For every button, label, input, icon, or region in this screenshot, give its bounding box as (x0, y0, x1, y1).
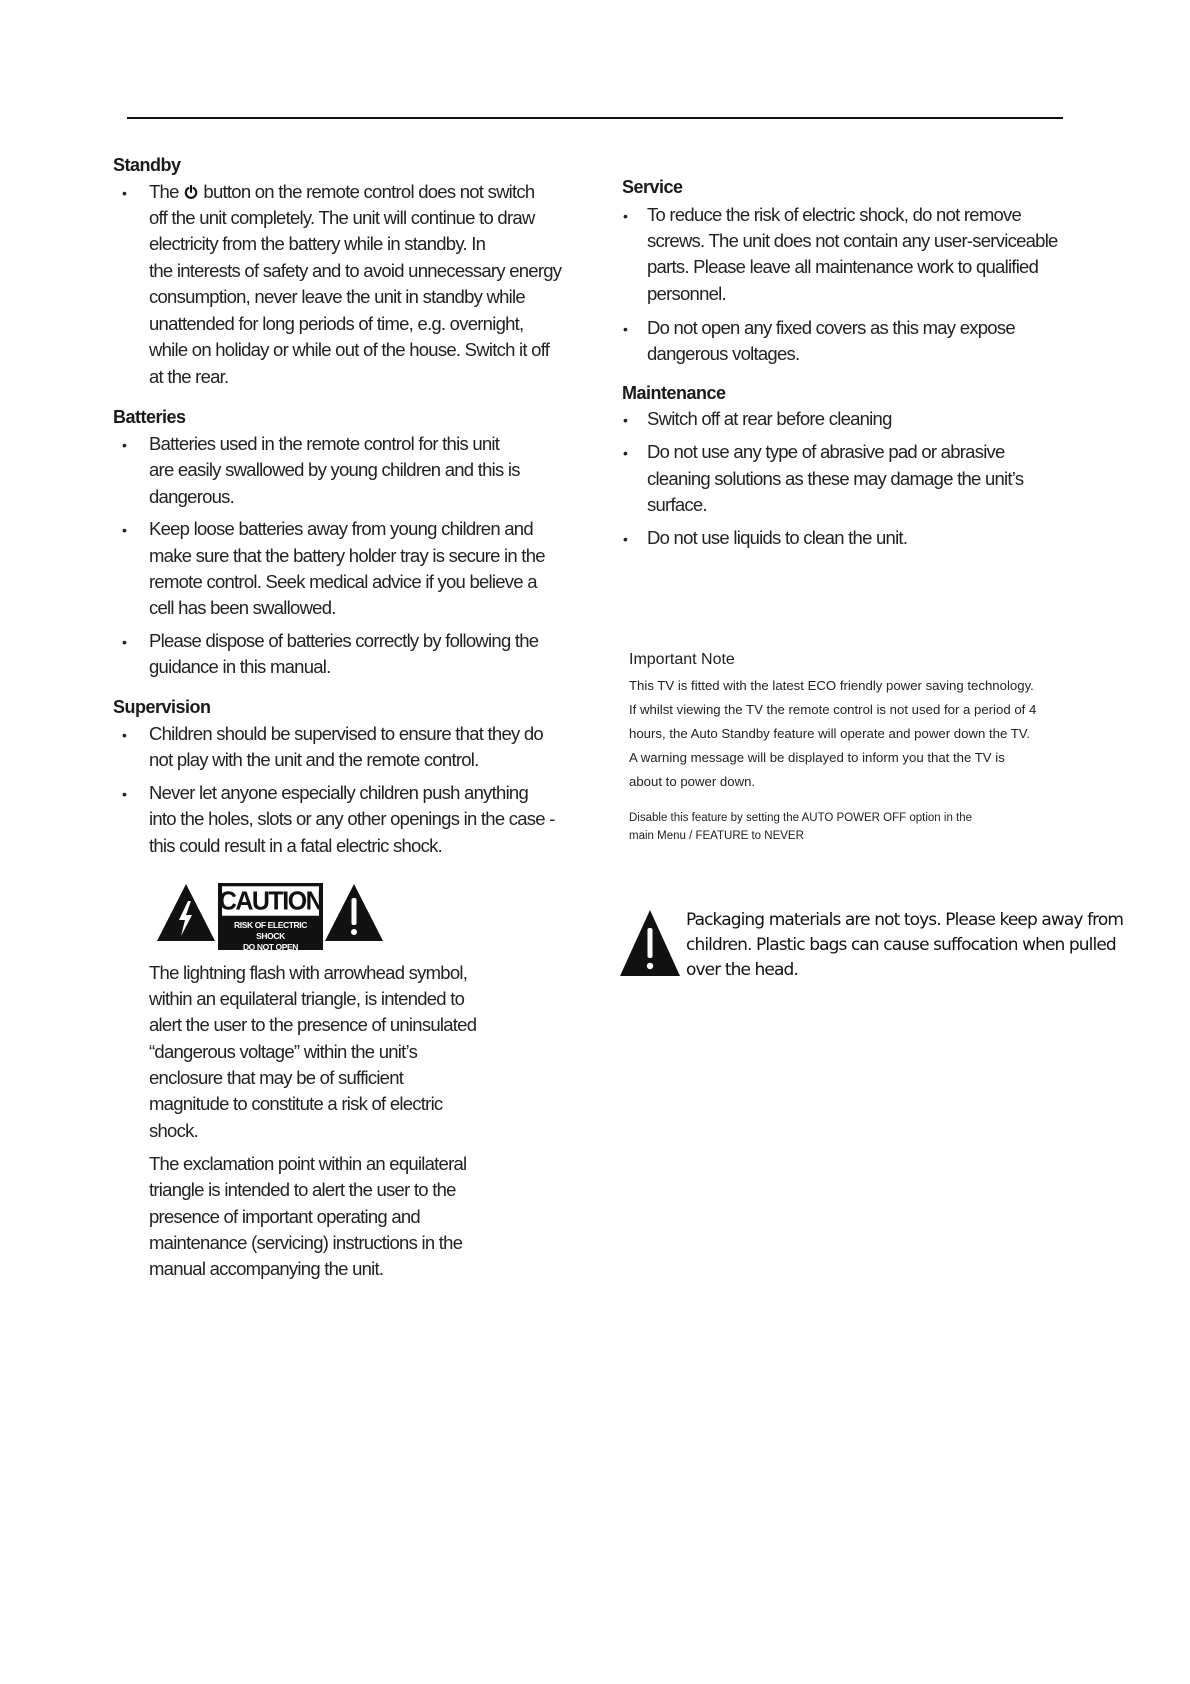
body-line: Switch off at rear before cleaning (647, 408, 892, 429)
body-line: are easily swallowed by young children and this is (149, 459, 520, 480)
disable-feature-line: Disable this feature by setting the AUTO POWER OFF option in the (629, 812, 973, 824)
body-line: alert the user to the presence of uninsulated (149, 1014, 477, 1035)
section-heading-batteries: Batteries (113, 407, 186, 427)
body-line: screws. The unit does not contain any user-serviceable (647, 230, 1058, 251)
bullet: • (623, 321, 628, 337)
body-line: at the rear. (149, 366, 229, 387)
body-line: presence of important operating and (149, 1206, 420, 1227)
caution-line-2: DO NOT OPEN (242, 942, 299, 952)
body-line: electricity from the battery while in standby. In (149, 233, 486, 254)
body-line: manual accompanying the unit. (149, 1258, 384, 1279)
bullet: • (623, 531, 628, 547)
body-line: To reduce the risk of electric shock, do not remove (647, 204, 1022, 225)
body-line: dangerous. (149, 486, 235, 507)
body-line: off the unit completely. The unit will continue to draw (149, 207, 535, 228)
body-line: Keep loose batteries away from young children and (149, 518, 533, 539)
text-fragment: button on the remote control does not switch (203, 181, 535, 202)
packaging-warning-line: children. Plastic bags can cause suffocation when pulled (686, 935, 1116, 955)
body-line: cleaning solutions as these may damage the unit’s (647, 468, 1024, 489)
body-line: enclosure that may be of sufficient (149, 1067, 404, 1088)
body-line: shock. (149, 1120, 198, 1141)
caution-subtitle (220, 915, 321, 953)
body-line: parts. Please leave all maintenance work to qualified (647, 256, 1039, 277)
bullet: • (122, 634, 127, 650)
packaging-warning-line: over the head. (686, 960, 798, 980)
body-line: Do not open any fixed covers as this may expose (647, 317, 1015, 338)
body-line: make sure that the battery holder tray is secure in the (149, 545, 545, 566)
body-line: this could result in a fatal electric shock. (149, 835, 442, 856)
bullet: • (623, 412, 628, 428)
body-line: Do not use any type of abrasive pad or abrasive (647, 441, 1005, 462)
body-line: magnitude to constitute a risk of electric (149, 1093, 443, 1114)
body-line: The lightning flash with arrowhead symbol, (149, 962, 468, 983)
body-line: not play with the unit and the remote control. (149, 749, 479, 770)
body-line: unattended for long periods of time, e.g. overnight, (149, 313, 524, 334)
body-line: consumption, never leave the unit in standby while (149, 286, 525, 307)
power-icon (184, 185, 198, 199)
body-line: cell has been swallowed. (149, 597, 336, 618)
body-line: Never let anyone especially children push anything (149, 782, 529, 803)
text-fragment: The (149, 181, 179, 202)
section-heading-service: Service (622, 177, 683, 197)
bullet: • (122, 727, 127, 743)
bullet: • (623, 445, 628, 461)
exclamation-warning-triangle-icon (325, 884, 383, 941)
standby-line-1 (149, 181, 534, 203)
section-heading-maintenance: Maintenance (622, 383, 726, 403)
bullet: • (122, 786, 127, 802)
caution-label (218, 883, 323, 950)
header-rule (127, 117, 1063, 119)
note-line: hours, the Auto Standby feature will operate and power down the TV. (629, 726, 1031, 741)
body-line: the interests of safety and to avoid unnecessary energy (149, 260, 562, 281)
body-line: triangle is intended to alert the user to the (149, 1179, 456, 1200)
bullet: • (122, 522, 127, 538)
body-line: maintenance (servicing) instructions in the (149, 1232, 463, 1253)
bullet: • (122, 185, 127, 201)
body-line: dangerous voltages. (647, 343, 800, 364)
bullet: • (122, 437, 127, 453)
body-line: into the holes, slots or any other openings in the case - (149, 808, 555, 829)
body-line: “dangerous voltage” within the unit’s (149, 1041, 418, 1062)
body-line: The exclamation point within an equilateral (149, 1153, 467, 1174)
note-line: A warning message will be displayed to inform you that the TV is (629, 750, 1005, 765)
body-line: Batteries used in the remote control for this unit (149, 433, 500, 454)
disable-feature-line: main Menu / FEATURE to NEVER (629, 830, 804, 842)
caution-line-1: RISK OF ELECTRIC SHOCK (234, 920, 307, 941)
caution-title: CAUTION (218, 885, 323, 916)
body-line: personnel. (647, 283, 726, 304)
important-note-title: Important Note (629, 651, 735, 668)
body-line: while on holiday or while out of the house. Switch it off (149, 339, 550, 360)
section-heading-supervision: Supervision (113, 697, 211, 717)
body-line: Children should be supervised to ensure that they do (149, 723, 543, 744)
note-line: This TV is fitted with the latest ECO friendly power saving technology. (629, 678, 1034, 693)
exclamation-warning-triangle-icon (620, 910, 680, 976)
lightning-warning-triangle-icon (157, 884, 215, 941)
body-line: guidance in this manual. (149, 656, 331, 677)
body-line: remote control. Seek medical advice if you believe a (149, 571, 537, 592)
note-line: If whilst viewing the TV the remote control is not used for a period of 4 (629, 702, 1037, 717)
packaging-warning-line: Packaging materials are not toys. Please keep away from (686, 910, 1124, 930)
body-line: Please dispose of batteries correctly by following the (149, 630, 539, 651)
section-heading-standby: Standby (113, 155, 181, 175)
body-line: within an equilateral triangle, is intended to (149, 988, 465, 1009)
body-line: surface. (647, 494, 707, 515)
body-line: Do not use liquids to clean the unit. (647, 527, 908, 548)
note-line: about to power down. (629, 774, 756, 789)
bullet: • (623, 208, 628, 224)
